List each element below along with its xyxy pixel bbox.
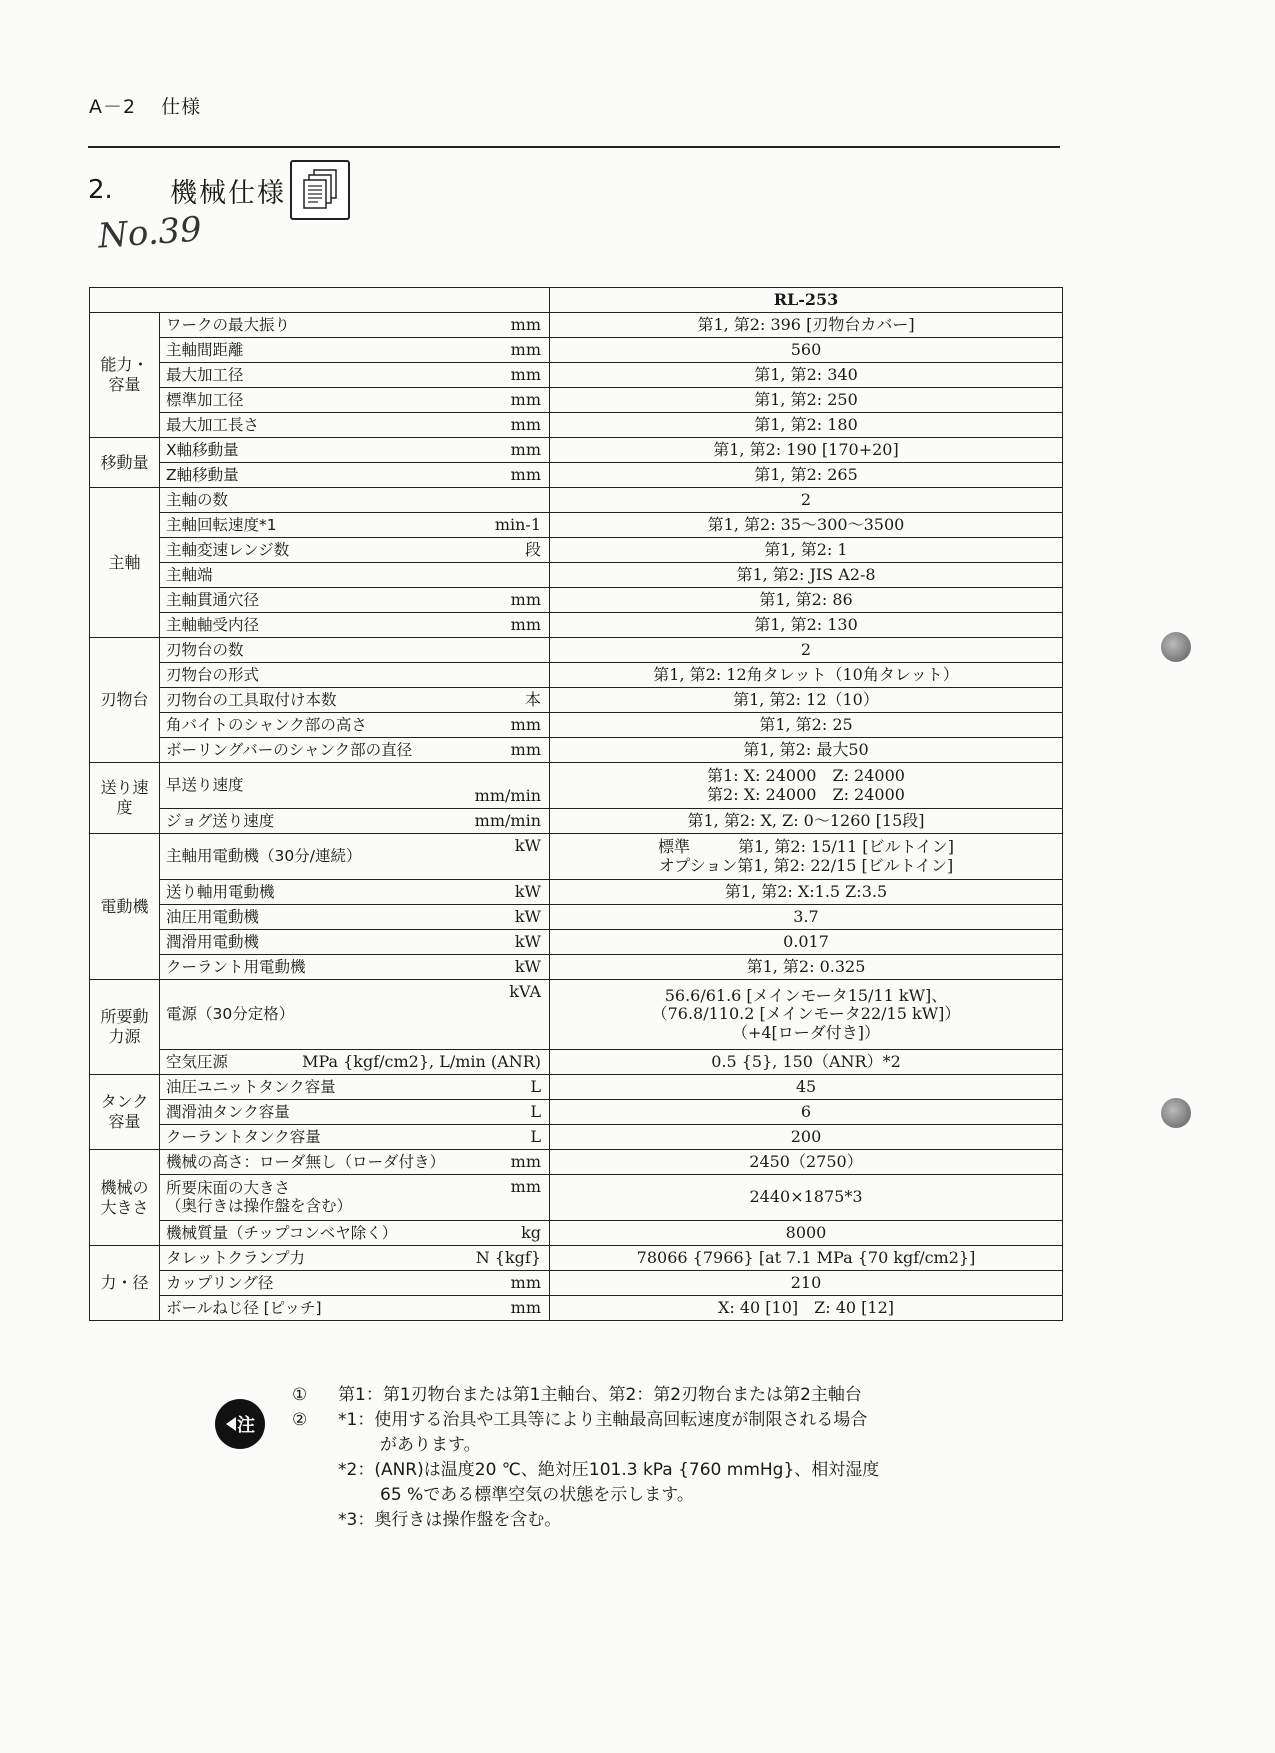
item-name: 機械の高さ：ローダ無し（ローダ付き） — [166, 1152, 446, 1171]
table-row — [90, 488, 1063, 513]
table-row — [90, 413, 1063, 438]
value-line: 第2: X: 24000 Z: 24000 — [707, 784, 905, 804]
value-line: 8000 — [785, 1222, 827, 1242]
value-cell — [550, 638, 1063, 663]
item-cell — [160, 413, 550, 438]
table-row — [90, 738, 1063, 763]
item-cell — [160, 1246, 550, 1271]
item-name: 標準加工径 — [166, 390, 244, 409]
section-number: 2. — [88, 175, 113, 205]
value-line: 56.6/61.6 [メインモータ15/11 kW]、 — [664, 985, 948, 1005]
item-name: 主軸用電動機（30分/連続） — [166, 847, 362, 866]
item-name: 機械質量（チップコンベヤ除く） — [166, 1223, 398, 1242]
item-name: 角バイトのシャンク部の高さ — [166, 715, 367, 734]
value-cell — [550, 763, 1063, 809]
table-row — [90, 880, 1063, 905]
table-row — [90, 438, 1063, 463]
table-row — [90, 613, 1063, 638]
item-cell — [160, 613, 550, 638]
item-cell — [160, 663, 550, 688]
value-line: 第1, 第2: 250 — [754, 389, 858, 409]
value-cell — [550, 613, 1063, 638]
note-2b — [214, 1458, 1014, 1483]
table-row — [90, 638, 1063, 663]
group-cell: 送り速度 — [90, 763, 160, 834]
item-subtext: （奥行きは操作盤を含む） — [166, 1197, 353, 1215]
value-line: 第1, 第2: 0.325 — [746, 956, 866, 976]
value-line: 第1, 第2: 25 — [759, 714, 853, 734]
value-line: 第1, 第2: 190 [170+20] — [713, 439, 899, 459]
value-cell — [550, 438, 1063, 463]
note-2a-marker: *1： — [338, 1410, 375, 1430]
value-cell — [550, 980, 1063, 1050]
value-cell — [550, 1296, 1063, 1321]
note-1-marker: ① — [292, 1385, 308, 1405]
item-cell — [160, 1296, 550, 1321]
value-line: 第1, 第2: 130 — [754, 614, 858, 634]
value-line: 第1, 第2: 180 — [754, 414, 858, 434]
unit-label: L — [530, 1101, 541, 1121]
unit-label: kW — [514, 836, 541, 855]
unit-label: mm — [510, 439, 541, 459]
value-cell — [550, 538, 1063, 563]
item-name: 主軸の数 — [166, 490, 229, 509]
note-badge-label: 注 — [237, 1415, 255, 1436]
item-name: 主軸変速レンジ数 — [166, 540, 290, 559]
notes — [214, 1383, 1014, 1533]
value-cell — [550, 1100, 1063, 1125]
section-title-text: 機械仕様 — [170, 177, 286, 209]
value-line: 78066 {7966} [at 7.1 MPa {70 kgf/cm2}] — [636, 1247, 976, 1267]
value-cell — [550, 1271, 1063, 1296]
value-cell — [550, 1221, 1063, 1246]
header-rule — [88, 146, 1060, 148]
section-label: 仕様 — [161, 96, 202, 118]
value-cell — [550, 1075, 1063, 1100]
header-blank-cell — [90, 288, 550, 313]
table-row — [90, 1150, 1063, 1175]
unit-label: mm — [510, 314, 541, 334]
table-row — [90, 809, 1063, 834]
item-cell — [160, 1050, 550, 1075]
value-line: 第1, 第2: 340 — [754, 364, 858, 384]
value-line: 3.7 — [793, 906, 819, 926]
unit-label: kW — [514, 881, 541, 901]
group-cell: 所要動力源 — [90, 980, 160, 1075]
item-cell — [160, 738, 550, 763]
value-line: （76.8/110.2 [メインモータ22/15 kW]） — [651, 1004, 961, 1024]
table-row — [90, 313, 1063, 338]
value-line: （+4[ローダ付き]） — [731, 1022, 881, 1042]
unit-label: mm — [510, 389, 541, 409]
item-cell — [160, 463, 550, 488]
page-header — [89, 92, 201, 119]
item-name: 電源（30分定格） — [166, 1005, 295, 1024]
value-line: 210 — [790, 1272, 822, 1292]
item-name: 刃物台の工具取付け本数 — [166, 690, 337, 709]
value-cell — [550, 388, 1063, 413]
unit-label: kW — [514, 931, 541, 951]
item-name: 空気圧源 — [166, 1052, 229, 1071]
value-cell — [550, 513, 1063, 538]
item-cell — [160, 338, 550, 363]
unit-label: mm — [510, 1151, 541, 1171]
value-cell — [550, 1246, 1063, 1271]
item-cell — [160, 538, 550, 563]
value-line: 第1: X: 24000 Z: 24000 — [707, 766, 905, 786]
value-cell — [550, 688, 1063, 713]
item-name: クーラント用電動機 — [166, 957, 306, 976]
punch-hole — [1161, 1098, 1191, 1128]
value-line: 第1, 第2: 396 [刃物台カバー] — [697, 314, 915, 334]
table-row — [90, 1075, 1063, 1100]
note-1 — [214, 1383, 1014, 1408]
value-cell — [550, 563, 1063, 588]
item-cell — [160, 638, 550, 663]
table-row — [90, 1296, 1063, 1321]
item-cell — [160, 363, 550, 388]
value-cell — [550, 905, 1063, 930]
value-cell — [550, 880, 1063, 905]
table-row — [90, 1246, 1063, 1271]
value-line: 2440×1875*3 — [749, 1187, 863, 1207]
unit-label: mm — [510, 739, 541, 759]
unit-label: mm — [510, 1177, 541, 1196]
value-cell — [550, 1050, 1063, 1075]
table-row — [90, 1050, 1063, 1075]
value-line: 第1, 第2: 1 — [764, 539, 848, 559]
item-name: Z軸移動量 — [166, 465, 239, 484]
note-2b-text: (ANR)は温度20 ℃、絶対圧101.3 kPa {760 mmHg}、相対湿度 — [374, 1460, 880, 1480]
group-cell: 刃物台 — [90, 638, 160, 763]
note-2c — [214, 1508, 1014, 1533]
table-row — [90, 955, 1063, 980]
item-cell — [160, 1175, 550, 1221]
value-cell — [550, 713, 1063, 738]
value-cell — [550, 930, 1063, 955]
note-2b-marker: *2： — [338, 1460, 375, 1480]
value-line: 0.5 {5}, 150（ANR）*2 — [711, 1051, 901, 1071]
value-line: 第1, 第2: 12（10） — [733, 689, 879, 709]
item-name: タレットクランプ力 — [166, 1248, 306, 1267]
note-2c-text: 奥行きは操作盤を含む。 — [374, 1510, 562, 1530]
table-row — [90, 388, 1063, 413]
unit-label: mm — [510, 714, 541, 734]
table-row — [90, 713, 1063, 738]
item-name: 早送り速度 — [166, 776, 244, 795]
unit-label: mm — [510, 1297, 541, 1317]
value-line: 2 — [800, 639, 812, 659]
item-cell — [160, 1100, 550, 1125]
table-row — [90, 1271, 1063, 1296]
unit-label: mm — [510, 414, 541, 434]
item-name: ワークの最大振り — [166, 315, 291, 334]
note-2c-marker: *3： — [338, 1510, 375, 1530]
unit-label: mm — [510, 464, 541, 484]
item-name: 油圧用電動機 — [166, 907, 260, 926]
value-line: 45 — [795, 1076, 817, 1096]
value-line: 第1, 第2: X, Z: 0～1260 [15段] — [687, 810, 925, 830]
unit-label: min-1 — [494, 514, 541, 534]
unit-label: mm — [510, 589, 541, 609]
item-name: クーラントタンク容量 — [166, 1127, 321, 1146]
value-cell — [550, 955, 1063, 980]
item-cell — [160, 513, 550, 538]
unit-label: kg — [521, 1222, 541, 1242]
unit-label: mm — [510, 339, 541, 359]
unit-label: mm/min — [474, 810, 541, 830]
unit-label: mm — [510, 1272, 541, 1292]
note-2a-text: 使用する治具や工具等により主軸最高回転速度が制限される場合 — [374, 1410, 868, 1430]
unit-label: mm — [510, 364, 541, 384]
item-cell — [160, 980, 550, 1050]
item-cell — [160, 763, 550, 809]
unit-label: L — [530, 1076, 541, 1096]
unit-label: kW — [514, 906, 541, 926]
item-cell — [160, 1271, 550, 1296]
item-cell — [160, 955, 550, 980]
group-cell: 主軸 — [90, 488, 160, 638]
value-line: 0.017 — [783, 931, 829, 951]
value-cell — [550, 663, 1063, 688]
table-row — [90, 513, 1063, 538]
item-cell — [160, 488, 550, 513]
unit-label: kVA — [509, 982, 541, 1001]
value-line: 第1, 第2: 86 — [759, 589, 853, 609]
note-2b-cont: 65 %である標準空気の状態を示します。 — [380, 1485, 694, 1505]
group-cell: 能力・容量 — [90, 313, 160, 438]
item-name: 潤滑油タンク容量 — [166, 1102, 290, 1121]
table-header-row — [90, 288, 1063, 313]
group-cell: 電動機 — [90, 834, 160, 980]
item-cell — [160, 809, 550, 834]
value-cell — [550, 834, 1063, 880]
item-name: 潤滑用電動機 — [166, 932, 260, 951]
item-cell — [160, 880, 550, 905]
item-name: ジョグ送り速度 — [166, 811, 275, 830]
item-cell — [160, 438, 550, 463]
item-name: 油圧ユニットタンク容量 — [166, 1077, 336, 1096]
unit-label: MPa {kgf/cm2}, L/min (ANR) — [302, 1051, 541, 1071]
value-line: X: 40 [10] Z: 40 [12] — [717, 1297, 895, 1317]
table-row — [90, 688, 1063, 713]
value-line: 2 — [800, 489, 812, 509]
item-cell — [160, 563, 550, 588]
item-name: 最大加工径 — [166, 365, 244, 384]
value-line: オプション第1, 第2: 22/15 [ビルトイン] — [658, 855, 954, 875]
item-name: 送り軸用電動機 — [166, 882, 275, 901]
unit-label: 段 — [524, 539, 541, 559]
value-line: 2450（2750） — [749, 1151, 863, 1171]
item-name: 主軸間距離 — [166, 340, 244, 359]
unit-label: kW — [514, 956, 541, 976]
table-row — [90, 588, 1063, 613]
document-icon — [290, 160, 350, 220]
item-name: 主軸貫通穴径 — [166, 590, 260, 609]
table-row — [90, 930, 1063, 955]
group-cell: 機械の大きさ — [90, 1150, 160, 1246]
item-name: カップリング径 — [166, 1273, 274, 1292]
item-cell — [160, 930, 550, 955]
value-line: 第1, 第2: 12角タレット（10角タレット） — [653, 664, 959, 684]
item-name: 主軸回転速度*1 — [166, 515, 277, 534]
table-row — [90, 1221, 1063, 1246]
value-line: 第1, 第2: 265 — [754, 464, 858, 484]
value-line: 第1, 第2: 35～300～3500 — [707, 514, 905, 534]
table-row — [90, 1175, 1063, 1221]
value-cell — [550, 363, 1063, 388]
value-cell — [550, 338, 1063, 363]
value-cell — [550, 413, 1063, 438]
table-row — [90, 538, 1063, 563]
value-cell — [550, 1150, 1063, 1175]
punch-hole — [1161, 632, 1191, 662]
item-name: 主軸軸受内径 — [166, 615, 260, 634]
value-line: 6 — [800, 1101, 812, 1121]
value-cell — [550, 809, 1063, 834]
table-row — [90, 338, 1063, 363]
value-cell — [550, 1125, 1063, 1150]
item-cell — [160, 1150, 550, 1175]
value-line: 第1, 第2: JIS A2-8 — [736, 564, 876, 584]
group-cell: 力・径 — [90, 1246, 160, 1321]
table-row — [90, 563, 1063, 588]
unit-label: mm/min — [474, 785, 541, 805]
value-cell — [550, 588, 1063, 613]
spec-table — [89, 287, 1063, 1321]
table-row — [90, 834, 1063, 880]
item-cell — [160, 388, 550, 413]
table-row — [90, 1125, 1063, 1150]
handwritten-number: No.39 — [96, 209, 203, 257]
item-cell — [160, 1125, 550, 1150]
item-name: 所要床面の大きさ — [166, 1179, 291, 1198]
item-name: 刃物台の数 — [166, 640, 244, 659]
value-cell — [550, 463, 1063, 488]
unit-label: mm — [510, 614, 541, 634]
note-2-marker: ② — [292, 1410, 308, 1430]
section-title — [88, 160, 350, 220]
table-row — [90, 980, 1063, 1050]
unit-label: 本 — [524, 689, 541, 709]
item-name: ボールねじ径 [ピッチ] — [166, 1298, 322, 1317]
note-1-text: 第1：第1刃物台または第1主軸台、第2：第2刃物台または第2主軸台 — [338, 1385, 862, 1405]
table-row — [90, 363, 1063, 388]
group-cell: タンク容量 — [90, 1075, 160, 1150]
value-line: 第1, 第2: X:1.5 Z:3.5 — [724, 881, 888, 901]
table-row — [90, 763, 1063, 809]
item-name: X軸移動量 — [166, 440, 239, 459]
value-cell — [550, 313, 1063, 338]
item-cell — [160, 1221, 550, 1246]
item-cell — [160, 713, 550, 738]
value-line: 560 — [790, 339, 822, 359]
item-cell — [160, 1075, 550, 1100]
item-name: 刃物台の形式 — [166, 665, 260, 684]
value-line: 第1, 第2: 最大50 — [743, 739, 869, 759]
item-name: 主軸端 — [166, 565, 213, 584]
model-header: RL-253 — [550, 288, 1063, 313]
value-line: 200 — [790, 1126, 822, 1146]
table-row — [90, 905, 1063, 930]
spec-table-body — [90, 288, 1063, 1321]
item-name: ボーリングバーのシャンク部の直径 — [166, 740, 413, 759]
item-cell — [160, 834, 550, 880]
item-name: 最大加工長さ — [166, 415, 260, 434]
unit-label: N {kgf} — [475, 1247, 541, 1267]
table-row — [90, 463, 1063, 488]
unit-label: L — [530, 1126, 541, 1146]
note-2 — [214, 1408, 1014, 1433]
value-cell — [550, 738, 1063, 763]
value-cell — [550, 1175, 1063, 1221]
item-cell — [160, 905, 550, 930]
table-row — [90, 1100, 1063, 1125]
chapter-label: A－2 — [89, 96, 137, 118]
item-cell — [160, 313, 550, 338]
value-cell — [550, 488, 1063, 513]
table-row — [90, 663, 1063, 688]
group-cell: 移動量 — [90, 438, 160, 488]
item-cell — [160, 688, 550, 713]
note-2a-cont: があります。 — [380, 1435, 481, 1455]
value-line: 標準 第1, 第2: 15/11 [ビルトイン] — [658, 837, 954, 857]
item-cell — [160, 588, 550, 613]
